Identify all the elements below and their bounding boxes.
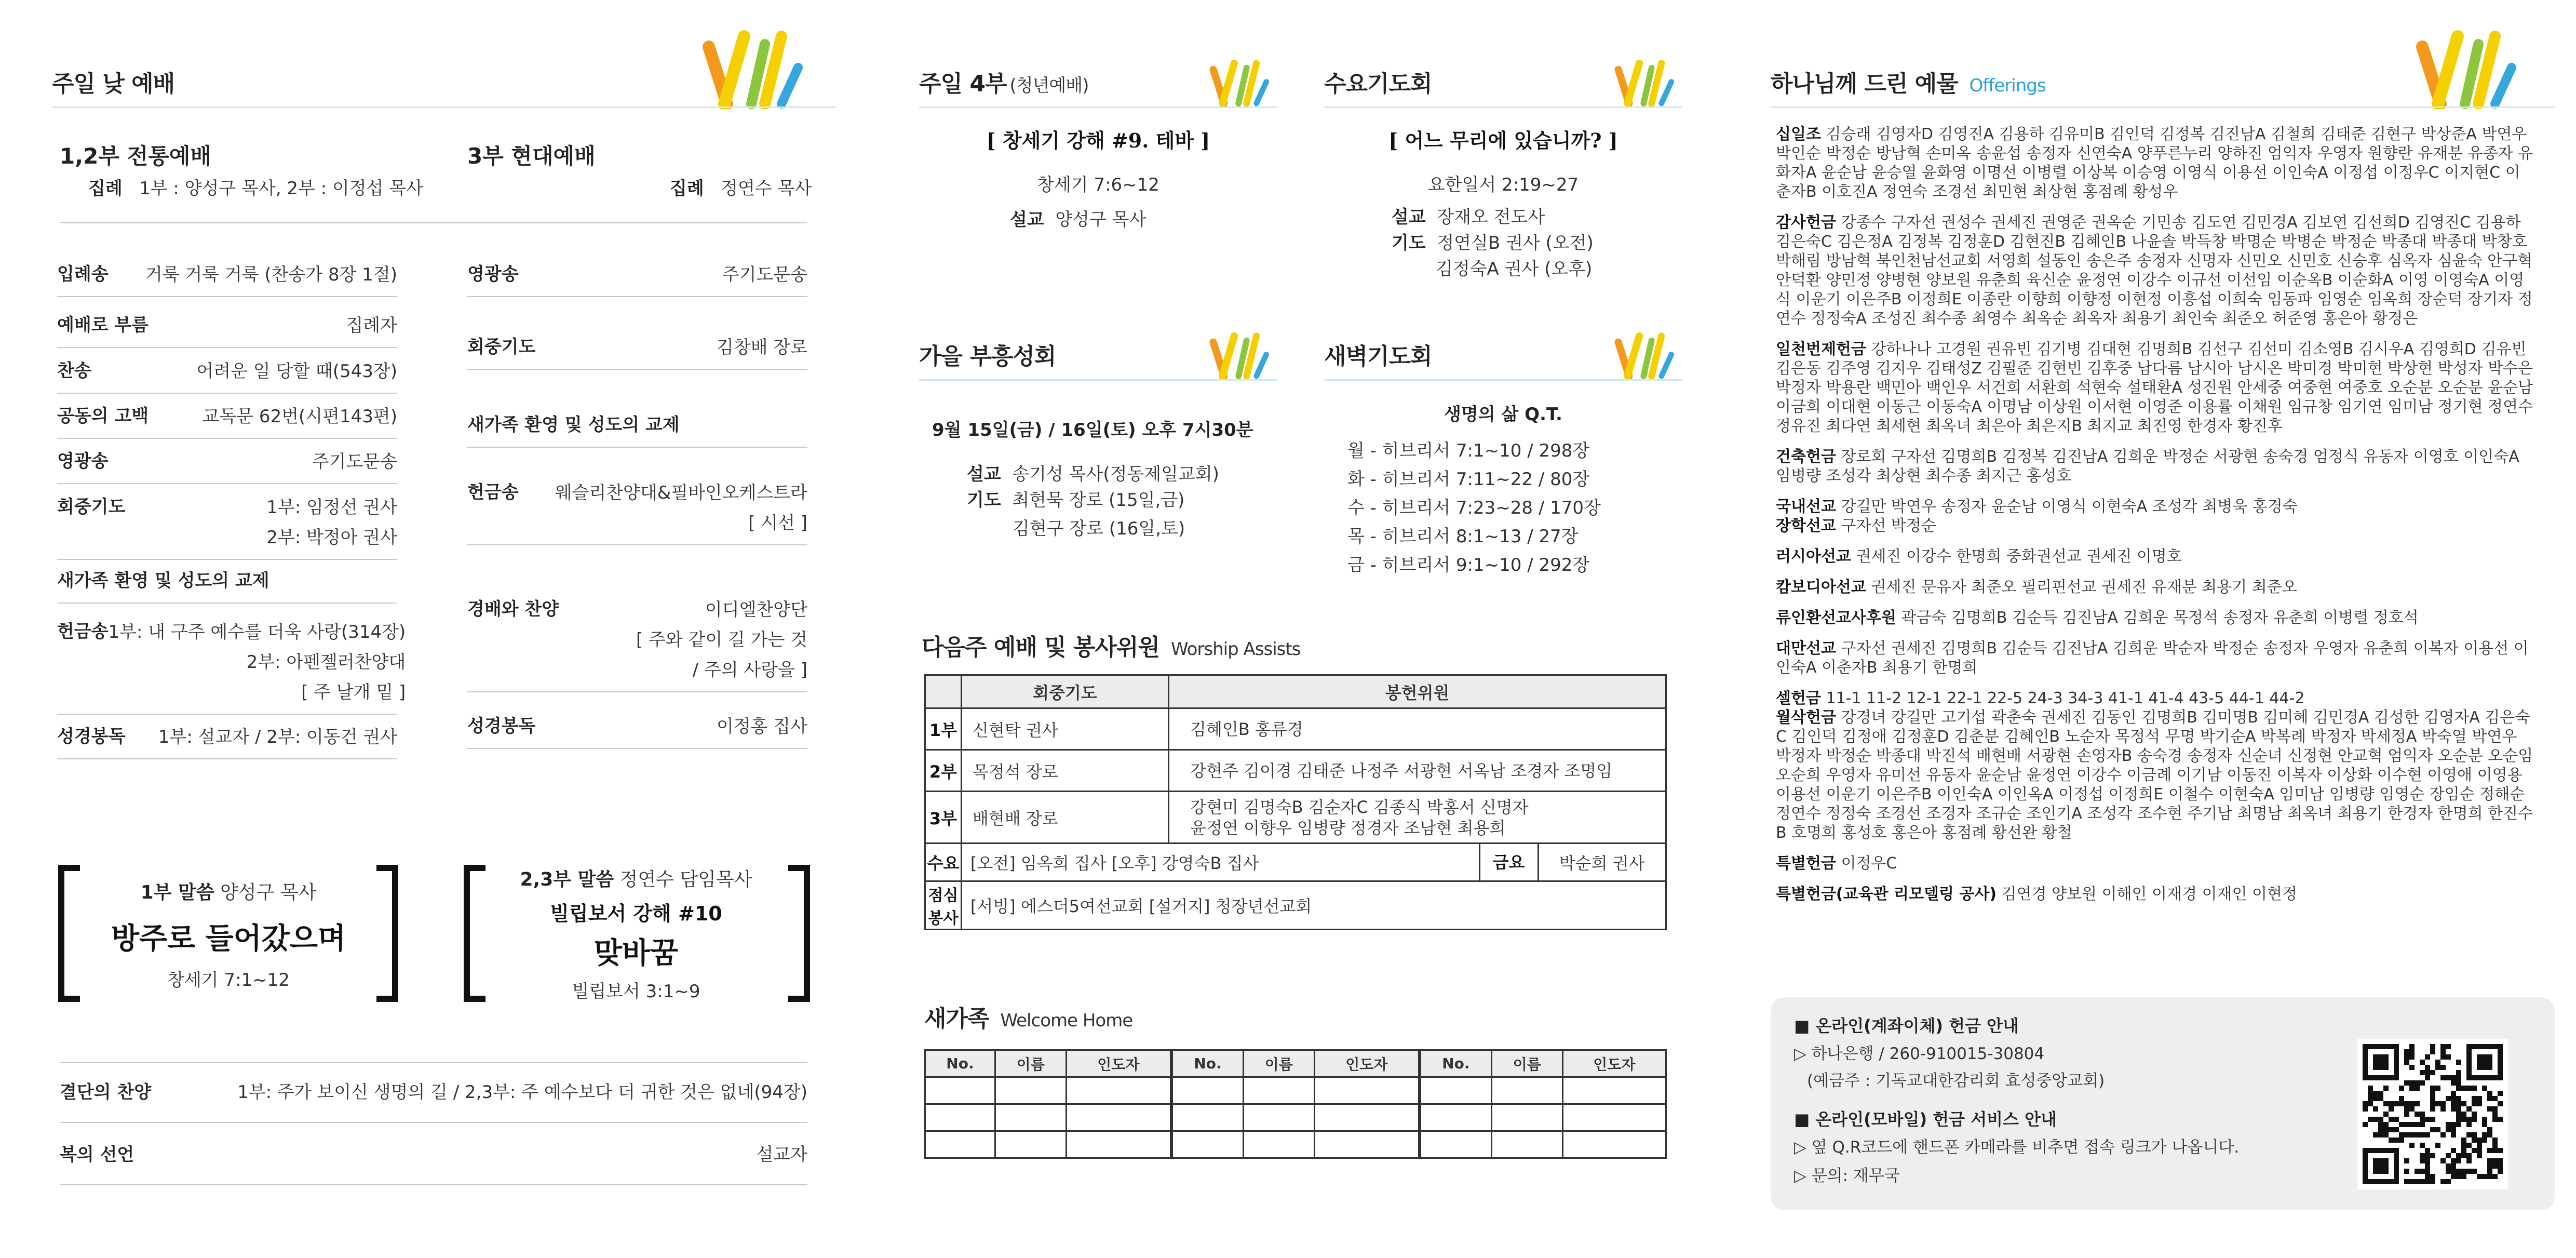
title-underline xyxy=(919,379,1277,381)
welcome-cell[interactable] xyxy=(1562,1104,1666,1131)
welcome-cell[interactable] xyxy=(1491,1104,1562,1131)
offering-label: 월삭헌금 xyxy=(1776,708,1836,727)
order-item-label: 영광송 xyxy=(57,451,109,472)
serve-line: 강현주 김이경 김태준 나정주 서광현 서옥남 조경자 조명임 xyxy=(1190,760,1613,781)
offering-label: 류인환선교사후원 xyxy=(1776,609,1896,627)
welcome-cell[interactable] xyxy=(1562,1131,1666,1158)
youth-title: 주일 4부 xyxy=(919,71,1007,97)
preacher-name: 양성구 목사 xyxy=(1055,209,1147,230)
welcome-title-text: 새가족 xyxy=(924,1006,989,1032)
welcome-cell[interactable] xyxy=(1491,1077,1562,1104)
pray-cell: 배현배 장로 xyxy=(961,792,1168,844)
pray-cell: 목정석 장로 xyxy=(961,750,1168,792)
serve-cell xyxy=(1169,792,1666,844)
church-logo xyxy=(2404,26,2534,109)
assists-table xyxy=(924,674,1667,930)
assists-title-text: 다음주 예배 및 봉사위원 xyxy=(922,634,1159,661)
offering-names: 강종수 구자선 권성수 권세진 권영준 권옥순 기민송 김도연 김민경A 김보연 김선희D 김영진C 김용하 김은숙C 김은정A 김정복 김정훈D 김현진B 김혜인B 나윤솔 박득창 박명순 박병순 박정순 박종대 박종대 박창호 박해림 방남혁 북인천남선교회 서영희 설동인 송은주 송정자 신명자 신민오 신민호 신승후 심옥자 심윤숙 안구혁 안덕환 양민정 양병현 양보원 유춘희 육신순 윤정연 이강수 이규선 이선임 이순옥B 이순화A 이영 이영숙A 이영식 이운기 이은주B 이정희E 이종란 이향희 이향정 이현정 이흥섭 이희숙 임동파 임영순 임옥희 장순덕 장기자 정연수 정정숙A 조성진 최수종 최영수 최옥순 최옥자 최용기 최인숙 최준오 허준영 홍은아 황경은 xyxy=(1776,213,2533,328)
offering-block xyxy=(1776,689,2534,708)
order-item-value xyxy=(312,447,397,477)
offering-label: 특별헌금(교육관 리모델링 공사) xyxy=(1776,885,1997,903)
sermon-1-box xyxy=(83,878,374,991)
dawn-reading: 화 - 히브리서 7:11~22 / 80장 xyxy=(1347,469,1590,490)
lead-value: 1부 : 양성구 목사, 2부 : 이정섭 목사 xyxy=(139,178,423,199)
divider xyxy=(60,222,807,223)
welcome-col-header: 이름 xyxy=(1491,1050,1562,1077)
table-row xyxy=(925,1131,1666,1158)
welcome-cell[interactable] xyxy=(925,1131,995,1158)
revival-date: 9월 15일(금) / 16일(토) 오후 7시30분 xyxy=(932,420,1253,440)
offering-names: 강길만 박연우 송정자 윤순남 이영식 이현숙A 조성각 최병욱 홍경숙 xyxy=(1841,498,2298,516)
order-item xyxy=(57,311,397,341)
wed-value: [오전] 임옥희 집사 [오후] 강영숙B 집사 xyxy=(961,844,1479,881)
wednesday-preacher xyxy=(1392,203,1545,228)
offering-names: 강경녀 강길만 고기섭 곽춘숙 권세진 김동인 김명희B 김미명B 김미혜 김민경A 김성한 김영자A 김은숙C 김인덕 김정애 김정훈D 김춘분 김혜인B 노순자 목정석 무명 박기순A 박복례 박정자 박세정A 박숙열 박연우 박정자 박정순 박종대 박진석 배현배 서광현 손영자B 송숙경 송정자 신순녀 신정현 안교혁 엄익자 오순분 오순임 오순희 우영자 유미선 유동자 윤순남 윤정연 이강수 이금례 이기남 이동진 이복자 이상화 이수현 이영애 이영용 이용선 이운기 이은주B 이인숙A 이인옥A 이정섭 이정희E 이철수 이현숙A 임미남 임병량 임영순 장임순 정해순 정연수 정정숙 조경선 조경자 조규순 조인기A 조성각 조수현 주기남 최명남 최옥녀 최용기 한경자 한명희 한진수B 호명희 홍성호 홍은아 홍점례 황선완 황철 xyxy=(1776,708,2533,842)
assists-corner xyxy=(925,675,962,708)
order-item xyxy=(57,356,397,386)
order-item-label: 새가족 환영 및 성도의 교제 xyxy=(57,570,269,591)
contact-info: ▷ 문의: 재무국 xyxy=(1794,1167,1900,1185)
lunch-label: 점심봉사 xyxy=(925,881,962,930)
offering-names: 권세진 이강수 한명희 중화권선교 권세진 이명호 xyxy=(1856,547,2182,566)
welcome-cell[interactable] xyxy=(995,1104,1066,1131)
order-item-value xyxy=(109,617,406,707)
divider xyxy=(57,758,397,759)
offering-label: 일천번제헌금 xyxy=(1776,340,1866,358)
prayer-name: 정연실B 권사 (오전) xyxy=(1437,233,1594,253)
order-item-value xyxy=(266,492,397,553)
divider xyxy=(57,559,397,560)
offering-label: 건축헌금 xyxy=(1776,448,1836,466)
welcome-cell[interactable] xyxy=(1314,1077,1420,1104)
order-item xyxy=(57,492,397,553)
assists-title xyxy=(922,628,1300,662)
fri-label: 금요 xyxy=(1480,844,1539,880)
divider xyxy=(467,447,807,448)
offering-block xyxy=(1776,608,2534,627)
wednesday-sermon-title: [ 어느 무리에 있습니까? ] xyxy=(1388,129,1618,152)
offerings-title-eng: Offerings xyxy=(1969,75,2046,96)
offering-names: 장로회 구자선 김명희B 김정복 김진남A 김희운 박정순 서광현 송숙경 엄정식 유동자 이영호 이인숙A 임병량 조성각 최상현 최수종 최지근 홍성호 xyxy=(1776,448,2519,485)
welcome-col-header: 인도자 xyxy=(1066,1050,1171,1077)
order-item-line: 김창배 장로 xyxy=(716,337,807,358)
sermon-reference: 창세기 7:1~12 xyxy=(167,970,290,991)
traditional-lead xyxy=(88,174,423,199)
online-transfer-heading: ■ 온라인(계좌이체) 헌금 안내 xyxy=(1794,1016,2019,1036)
order-item-line: 1부: 내 구주 예수를 더욱 사랑(314장) xyxy=(108,622,406,643)
serve-cell xyxy=(1169,708,1666,750)
offering-names: 구자선 박정순 xyxy=(1841,517,1936,535)
dawn-reading: 수 - 히브리서 7:23~28 / 170장 xyxy=(1347,498,1601,518)
youth-subtitle: (청년예배) xyxy=(1009,75,1089,96)
assists-title-eng: Worship Assists xyxy=(1171,639,1301,660)
order-item-label: 새가족 환영 및 성도의 교제 xyxy=(467,414,680,435)
welcome-cell[interactable] xyxy=(1562,1077,1666,1104)
preach-label: 설교 xyxy=(1010,209,1044,230)
order-item-line: 웨슬리찬양대&필바인오케스트라 xyxy=(555,483,807,503)
preach-label: 설교 xyxy=(967,464,1001,485)
table-row xyxy=(925,792,1666,844)
offering-label: 감사헌금 xyxy=(1776,213,1836,232)
welcome-col-header: No. xyxy=(1171,1050,1243,1077)
youth-sermon-reference: 창세기 7:6~12 xyxy=(1037,175,1159,195)
order-item-line: 거룩 거룩 거룩 (찬송가 8장 1절) xyxy=(145,264,397,285)
order-item-label: 헌금송 xyxy=(467,482,519,503)
youth-worship-title xyxy=(919,65,1088,98)
offering-block xyxy=(1776,516,2534,536)
offering-block xyxy=(1776,125,2534,202)
welcome-col-header: 인도자 xyxy=(1314,1050,1420,1077)
qr-instruction: ▷ 옆 Q.R코드에 핸드폰 카메라를 비추면 접속 링크가 나옵니다. xyxy=(1794,1138,2240,1157)
order-item xyxy=(57,566,397,592)
offering-block xyxy=(1776,854,2534,873)
sermon-label: 2,3부 말씀 xyxy=(520,869,614,890)
divider xyxy=(467,544,807,545)
table-row xyxy=(925,1104,1666,1131)
order-item-value xyxy=(145,260,397,290)
welcome-cell[interactable] xyxy=(1243,1131,1314,1158)
mobile-offering-heading: ■ 온라인(모바일) 헌금 서비스 안내 xyxy=(1794,1109,2057,1129)
welcome-col-header: 인도자 xyxy=(1562,1050,1666,1077)
church-logo xyxy=(1610,330,1682,379)
offering-names: 김연경 양보원 이해인 이재경 이재인 이현정 xyxy=(2001,885,2297,903)
divider xyxy=(57,393,397,394)
offering-names: 권세진 문유자 최준오 필리핀선교 권세진 유재분 최용기 최준오 xyxy=(1871,578,2297,596)
traditional-worship-heading: 1,2부 전통예배 xyxy=(60,143,211,169)
order-item-value xyxy=(722,260,807,290)
welcome-col-header: 이름 xyxy=(1243,1050,1314,1077)
divider xyxy=(467,296,807,297)
order-item-label: 경배와 찬양 xyxy=(467,599,559,620)
offering-block xyxy=(1776,340,2534,436)
order-item-value xyxy=(636,595,807,685)
pray-cell: 신현탁 권사 xyxy=(961,708,1168,750)
sermon-reference: 빌립보서 3:1~9 xyxy=(572,981,700,1002)
divider xyxy=(60,1122,807,1123)
wednesday-prayer-title: 수요기도회 xyxy=(1324,71,1432,97)
welcome-cell[interactable] xyxy=(1243,1077,1314,1104)
sermon-preacher: 양성구 목사 xyxy=(220,882,317,903)
offering-names: 11-1 11-2 12-1 22-1 22-5 24-3 34-3 41-1 41-4 43-5 44-1 44-2 xyxy=(1826,689,2305,707)
order-item-line: [ 시선 ] xyxy=(748,513,807,533)
benediction-value: 설교자 xyxy=(756,1144,807,1165)
title-underline xyxy=(919,106,1277,108)
title-underline xyxy=(1324,106,1682,108)
offering-block xyxy=(1776,708,2534,842)
offering-block xyxy=(1776,497,2534,516)
wednesday-prayer xyxy=(1392,229,1594,254)
benediction-label: 복의 선언 xyxy=(60,1144,134,1165)
divider xyxy=(60,1184,807,1185)
bracket-left xyxy=(58,865,80,1002)
closing-hymn-value: 1부: 주가 보이신 생명의 길 / 2,3부: 주 예수보다 더 귀한 것은 없네(94장) xyxy=(237,1082,807,1103)
order-item-line: / 주의 사랑을 ] xyxy=(692,660,807,680)
preacher-name: 송기성 목사(정동제일교회) xyxy=(1012,464,1219,485)
lead-label: 집례 xyxy=(670,178,704,199)
order-item-line: 이디엘찬양단 xyxy=(705,599,807,620)
dawn-prayer-title: 새벽기도회 xyxy=(1324,343,1432,370)
offering-label: 셀헌금 xyxy=(1776,689,1821,707)
divider xyxy=(57,438,397,439)
dawn-reading: 월 - 히브리서 7:1~10 / 298장 xyxy=(1347,440,1590,461)
order-item xyxy=(57,447,397,477)
title-underline xyxy=(52,106,836,108)
table-row xyxy=(925,881,1666,930)
preach-label: 설교 xyxy=(1392,207,1426,227)
order-item xyxy=(57,260,397,290)
prayer-name: 최현묵 장로 (15일,금) xyxy=(1012,490,1185,511)
divider xyxy=(57,296,397,297)
welcome-col-header: No. xyxy=(925,1050,995,1077)
offering-block xyxy=(1776,447,2534,486)
sermon-series: 빌립보서 강해 #10 xyxy=(550,902,722,925)
welcome-cell[interactable] xyxy=(1066,1131,1171,1158)
welcome-cell[interactable] xyxy=(1420,1131,1491,1158)
welcome-cell[interactable] xyxy=(1491,1131,1562,1158)
qr-code-icon xyxy=(2357,1039,2508,1189)
table-row xyxy=(925,844,1666,881)
revival-preacher xyxy=(967,460,1219,485)
bracket-left xyxy=(464,865,485,1002)
offering-block xyxy=(1776,213,2534,328)
church-logo xyxy=(1205,330,1277,379)
church-logo xyxy=(1610,57,1682,106)
divider xyxy=(467,691,807,692)
youth-sermon-title: [ 창세기 강해 #9. 테바 ] xyxy=(986,129,1210,152)
welcome-cell[interactable] xyxy=(1243,1104,1314,1131)
offering-block xyxy=(1776,639,2534,677)
closing-hymn-row xyxy=(60,1078,807,1103)
welcome-title xyxy=(924,1000,1132,1033)
benediction-row xyxy=(60,1140,807,1166)
lead-label: 집례 xyxy=(88,178,123,199)
welcome-cell[interactable] xyxy=(1314,1131,1420,1158)
order-item xyxy=(57,617,406,707)
order-item xyxy=(467,332,807,363)
order-item-value xyxy=(203,402,397,432)
revival-prayer xyxy=(967,486,1184,511)
lead-value: 정연수 목사 xyxy=(721,178,812,199)
pray-label: 기도 xyxy=(1392,233,1426,253)
bank-account: ▷ 하나은행 / 260-910015-30804 xyxy=(1794,1045,2045,1063)
offering-label: 장학선교 xyxy=(1776,517,1836,535)
order-item xyxy=(467,260,807,290)
welcome-cell[interactable] xyxy=(1171,1131,1243,1158)
order-item-label: 회중기도 xyxy=(467,337,536,357)
order-item-label: 헌금송 xyxy=(57,621,109,642)
sermon-label: 1부 말씀 xyxy=(140,882,214,903)
sermon-title: 방주로 들어갔으며 xyxy=(111,921,346,956)
pray-label: 기도 xyxy=(967,490,1001,511)
order-item-line: [ 주와 같이 길 가는 것 xyxy=(636,630,807,650)
welcome-cell[interactable] xyxy=(925,1077,995,1104)
sermon-title: 맞바꿈 xyxy=(594,936,679,970)
welcome-title-eng: Welcome Home xyxy=(1000,1010,1133,1031)
wednesday-sermon-reference: 요한일서 2:19~27 xyxy=(1427,175,1579,195)
order-item-label: 예배로 부름 xyxy=(57,315,149,336)
order-item-label: 성경봉독 xyxy=(57,726,126,747)
account-holder: (예금주 : 기독교대한감리회 효성중앙교회) xyxy=(1807,1072,2105,1090)
assists-col-serve: 봉헌위원 xyxy=(1169,675,1666,708)
table-row xyxy=(925,708,1666,750)
welcome-cell[interactable] xyxy=(1171,1077,1243,1104)
prayer-name-2: 김정숙A 권사 (오후) xyxy=(1436,259,1593,279)
church-logo xyxy=(691,26,820,109)
order-item-line: 이정홍 집사 xyxy=(716,716,807,737)
table-header-row xyxy=(925,1050,1666,1077)
welcome-cell[interactable] xyxy=(1066,1077,1171,1104)
welcome-cell[interactable] xyxy=(995,1077,1066,1104)
order-item-line: 주기도문송 xyxy=(722,264,807,285)
order-item-line: 어려운 일 당할 때(543장) xyxy=(196,361,397,382)
offerings-title xyxy=(1771,65,2046,98)
qr-code[interactable] xyxy=(2357,1039,2508,1189)
order-item-label: 입례송 xyxy=(57,264,109,285)
divider xyxy=(57,714,397,715)
offering-block xyxy=(1776,578,2534,597)
dawn-subtitle: 생명의 삶 Q.T. xyxy=(1444,404,1562,425)
title-underline xyxy=(1324,379,1682,381)
order-item-label: 찬송 xyxy=(57,360,91,381)
order-item-value xyxy=(717,332,807,363)
title-underline xyxy=(1771,106,2555,108)
offering-label: 십일조 xyxy=(1776,125,1821,143)
divider xyxy=(467,748,807,749)
order-item xyxy=(467,410,807,436)
serve-line: 윤정연 이향우 임병량 정경자 조남현 최용희 xyxy=(1190,818,1506,838)
order-item xyxy=(57,402,397,432)
serve-line: 김혜인B 홍류경 xyxy=(1190,719,1303,739)
wed-label: 수요 xyxy=(925,844,962,881)
church-logo xyxy=(1205,57,1277,106)
order-item-line: 1부: 임정선 권사 xyxy=(266,497,397,518)
lunch-value: [서빙] 에스더5여선교회 [설거지] 청장년선교회 xyxy=(961,881,1666,930)
bracket-right xyxy=(376,865,398,1002)
fri-value: 박순희 권사 xyxy=(1559,853,1645,873)
table-row xyxy=(925,1077,1666,1104)
order-item-value xyxy=(196,356,397,386)
order-item-line: 집례자 xyxy=(346,315,397,336)
order-item-label: 성경봉독 xyxy=(467,716,536,737)
welcome-col-header: No. xyxy=(1420,1050,1491,1077)
dawn-reading: 금 - 히브리서 9:1~10 / 292장 xyxy=(1347,555,1590,576)
order-item-label: 영광송 xyxy=(467,264,519,285)
offering-names: 곽금숙 김명희B 김순득 김진남A 김희운 목정석 송정자 유춘희 이병렬 정호석 xyxy=(1901,609,2419,627)
revival-title: 가을 부흥성회 xyxy=(919,343,1056,370)
offering-label: 캄보디아선교 xyxy=(1776,578,1866,596)
welcome-cell[interactable] xyxy=(1314,1104,1420,1131)
bracket-right xyxy=(788,865,810,1002)
divider xyxy=(467,369,807,370)
preacher-name: 장재오 전도사 xyxy=(1437,207,1545,227)
offering-label: 특별헌금 xyxy=(1776,854,1836,873)
closing-hymn-label: 결단의 찬양 xyxy=(60,1082,152,1103)
divider xyxy=(57,347,397,348)
order-item-value xyxy=(158,722,397,752)
welcome-col-header: 이름 xyxy=(995,1050,1066,1077)
offering-label: 러시아선교 xyxy=(1776,547,1851,566)
sermon-preacher: 정연수 담임목사 xyxy=(619,869,752,890)
welcome-cell[interactable] xyxy=(995,1131,1066,1158)
order-item-value xyxy=(346,311,397,341)
order-item-line: 1부: 설교자 / 2부: 이동건 권사 xyxy=(158,727,397,747)
modern-lead xyxy=(670,174,812,199)
offerings-list xyxy=(1776,125,2534,904)
part-cell: 1부 xyxy=(925,708,962,750)
part-cell: 2부 xyxy=(925,750,962,792)
offering-block xyxy=(1776,885,2534,904)
order-item-value xyxy=(555,478,807,538)
welcome-cell[interactable] xyxy=(1420,1077,1491,1104)
order-item xyxy=(57,722,397,752)
divider xyxy=(57,483,397,484)
offering-names: 구자선 권세진 김명희B 김순득 김진남A 김희운 박순자 박정순 송정자 우영자 유춘희 이복자 이용선 이인숙A 이춘자B 최용기 한명희 xyxy=(1776,639,2529,677)
order-item-line: [ 주 날개 밑 ] xyxy=(301,682,406,703)
page-title-sunday-worship: 주일 낮 예배 xyxy=(52,71,175,97)
assists-rows xyxy=(925,708,1666,844)
order-item xyxy=(467,595,807,685)
offering-names: 강하나나 고경원 권유빈 김기병 김대현 김명희B 김선구 김선미 김소영B 김시우A 김영희D 김유빈 김은동 김주영 김지우 김태성Z 김필준 김현빈 김후중 남다름 남시아 남시온 박미경 박미현 박상현 박성자 박수은 박정자 박용란 백민아 백인우 서건희 서환희 석현숙 설태환A 성진원 안세중 여중현 여중호 오순분 오순분 윤순남 이금희 이대현 이동근 이동숙A 이명남 이상원 이서현 이영준 이용률 이채원 임규창 임기연 임미남 정기현 정연수 정유진 최다연 최세현 최옥녀 최은아 최은지B 최지교 최진영 한경자 황진후 xyxy=(1776,340,2533,435)
welcome-table xyxy=(924,1049,1667,1159)
order-item-line: 교독문 62번(시편143편) xyxy=(202,406,397,427)
offering-names: 김승래 김영자D 김영진A 김용하 김유미B 김인덕 김정복 김진남A 김철희 김태준 김현구 박상준A 박연우 박인순 박정순 방남혁 손미옥 송윤섭 송정자 신연숙A 양푸른누리 양하진 엄익자 우영자 원향란 유재분 유종자 유화자A 윤순남 윤승열 윤화영 이명선 이병렬 이상복 이승영 이영식 이용선 이인숙A 이정섭 이정우C 이지현C 이춘자B 이호진A 정연숙 조경선 최민현 최상현 홍점례 황성우 xyxy=(1776,125,2533,201)
order-item xyxy=(467,478,807,538)
welcome-cell[interactable] xyxy=(1066,1104,1171,1131)
order-item-value xyxy=(717,712,807,742)
part-cell: 3부 xyxy=(925,792,962,844)
dawn-reading: 목 - 히브리서 8:1~13 / 27장 xyxy=(1347,526,1579,547)
order-item xyxy=(467,712,807,742)
prayer-name-2: 김현구 장로 (16일,토) xyxy=(1013,518,1185,539)
youth-preacher xyxy=(1010,205,1146,231)
order-item-label: 회중기도 xyxy=(57,497,126,517)
divider xyxy=(60,1062,807,1063)
order-item-label: 공동의 고백 xyxy=(57,406,149,426)
welcome-cell[interactable] xyxy=(925,1104,995,1131)
serve-line: 강현미 김명숙B 김순자C 김종식 박홍서 신명자 xyxy=(1190,797,1529,817)
divider xyxy=(57,603,397,604)
welcome-cell[interactable] xyxy=(1420,1104,1491,1131)
modern-worship-heading: 3부 현대예배 xyxy=(467,143,596,169)
order-item-line: 2부: 박정아 권사 xyxy=(266,527,397,548)
assists-col-pray: 회중기도 xyxy=(961,675,1168,708)
offering-label: 대만선교 xyxy=(1776,639,1836,658)
order-item-line: 주기도문송 xyxy=(312,451,397,472)
offerings-title-text: 하나님께 드린 예물 xyxy=(1771,71,1958,97)
offering-label: 국내선교 xyxy=(1776,498,1836,516)
order-item-line: 2부: 아펜젤러찬양대 xyxy=(246,652,406,673)
serve-cell xyxy=(1169,750,1666,792)
table-row xyxy=(925,750,1666,792)
offering-names: 이정우C xyxy=(1841,854,1897,873)
offering-block xyxy=(1776,547,2534,566)
sermon-2-box xyxy=(488,865,784,1002)
welcome-cell[interactable] xyxy=(1171,1104,1243,1131)
